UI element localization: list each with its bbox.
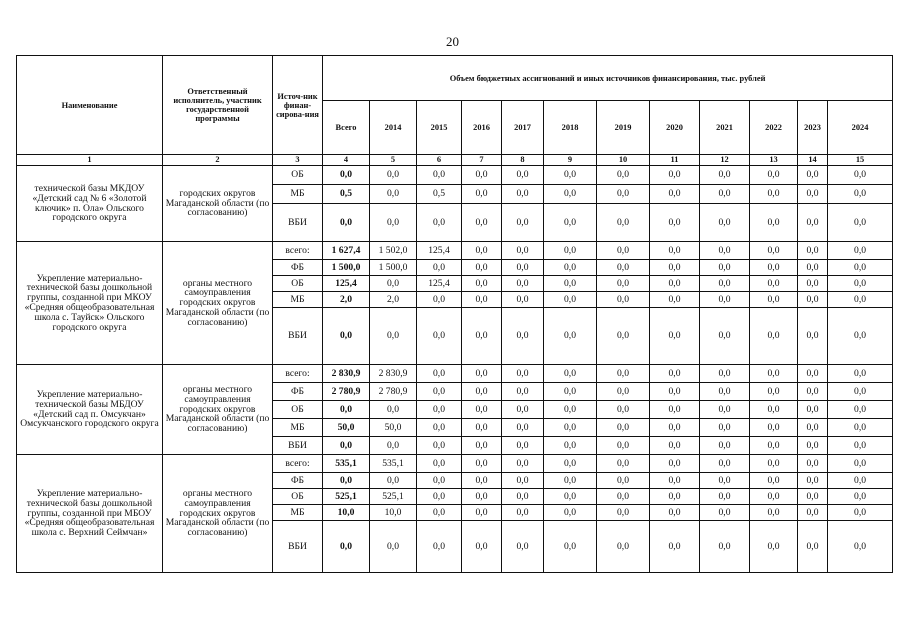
total-value-cell: 1 627,4 bbox=[323, 242, 370, 260]
year-value-cell: 0,0 bbox=[502, 365, 544, 383]
header-year: 2022 bbox=[750, 101, 798, 155]
year-value-cell: 0,0 bbox=[370, 185, 417, 204]
year-value-cell: 0,0 bbox=[544, 276, 597, 292]
column-number: 5 bbox=[370, 155, 417, 166]
year-value-cell: 0,0 bbox=[828, 365, 893, 383]
responsible-executor: органы местного самоуправления городских округов Магаданской области (по согласованию) bbox=[163, 455, 273, 573]
year-value-cell: 0,0 bbox=[502, 166, 544, 185]
year-value-cell: 0,0 bbox=[462, 437, 502, 455]
year-value-cell: 0,0 bbox=[828, 185, 893, 204]
year-value-cell: 0,0 bbox=[798, 505, 828, 521]
header-year: 2021 bbox=[700, 101, 750, 155]
year-value-cell: 0,0 bbox=[544, 292, 597, 308]
responsible-executor: органы местного самоуправления городских округов Магаданской области (по согласованию) bbox=[163, 242, 273, 365]
year-value-cell: 0,0 bbox=[700, 383, 750, 401]
year-value-cell: 1 500,0 bbox=[370, 260, 417, 276]
year-value-cell: 125,4 bbox=[417, 276, 462, 292]
item-name: технической базы МКДОУ «Детский сад № 6 «Золотой ключик» п. Ола» Ольского городского округа bbox=[17, 166, 163, 242]
column-number: 2 bbox=[163, 155, 273, 166]
year-value-cell: 0,0 bbox=[828, 260, 893, 276]
year-value-cell: 0,0 bbox=[650, 521, 700, 573]
year-value-cell: 0,0 bbox=[417, 489, 462, 505]
page-number: 20 bbox=[446, 34, 459, 49]
column-number: 9 bbox=[544, 155, 597, 166]
year-value-cell: 0,0 bbox=[750, 242, 798, 260]
year-value-cell: 0,0 bbox=[417, 383, 462, 401]
year-value-cell: 0,0 bbox=[750, 473, 798, 489]
year-value-cell: 0,0 bbox=[502, 489, 544, 505]
year-value-cell: 2 780,9 bbox=[370, 383, 417, 401]
year-value-cell: 0,0 bbox=[650, 242, 700, 260]
year-value-cell: 0,0 bbox=[828, 473, 893, 489]
header-responsible: Ответственный исполнитель, участник государственной программы bbox=[163, 56, 273, 155]
year-value-cell: 0,0 bbox=[502, 242, 544, 260]
year-value-cell: 0,0 bbox=[502, 260, 544, 276]
year-value-cell: 0,0 bbox=[650, 489, 700, 505]
column-numbers-row bbox=[17, 155, 893, 166]
year-value-cell: 0,0 bbox=[597, 437, 650, 455]
year-value-cell: 125,4 bbox=[417, 242, 462, 260]
year-value-cell: 0,0 bbox=[462, 204, 502, 242]
year-value-cell: 0,0 bbox=[417, 204, 462, 242]
year-value-cell: 0,0 bbox=[417, 166, 462, 185]
year-value-cell: 0,0 bbox=[700, 276, 750, 292]
year-value-cell: 0,0 bbox=[828, 383, 893, 401]
year-value-cell: 535,1 bbox=[370, 455, 417, 473]
year-value-cell: 0,0 bbox=[597, 365, 650, 383]
year-value-cell: 0,0 bbox=[502, 455, 544, 473]
year-value-cell: 0,0 bbox=[798, 276, 828, 292]
year-value-cell: 0,0 bbox=[798, 401, 828, 419]
year-value-cell: 2,0 bbox=[370, 292, 417, 308]
year-value-cell: 0,0 bbox=[650, 166, 700, 185]
year-value-cell: 0,0 bbox=[750, 166, 798, 185]
year-value-cell: 0,0 bbox=[798, 489, 828, 505]
year-value-cell: 0,0 bbox=[597, 166, 650, 185]
total-value-cell: 2 780,9 bbox=[323, 383, 370, 401]
total-value-cell: 10,0 bbox=[323, 505, 370, 521]
table-row bbox=[17, 455, 893, 473]
year-value-cell: 0,0 bbox=[700, 401, 750, 419]
year-value-cell: 0,0 bbox=[544, 166, 597, 185]
table-row bbox=[17, 166, 893, 185]
year-value-cell: 0,0 bbox=[828, 292, 893, 308]
year-value-cell: 0,0 bbox=[798, 260, 828, 276]
table-body bbox=[17, 166, 893, 573]
funding-source: ОБ bbox=[273, 401, 323, 419]
year-value-cell: 0,0 bbox=[544, 473, 597, 489]
responsible-executor: органы местного самоуправления городских округов Магаданской области (по согласованию) bbox=[163, 365, 273, 455]
year-value-cell: 0,0 bbox=[462, 419, 502, 437]
year-value-cell: 0,5 bbox=[417, 185, 462, 204]
year-value-cell: 0,0 bbox=[462, 383, 502, 401]
year-value-cell: 0,0 bbox=[700, 308, 750, 365]
header-year: 2020 bbox=[650, 101, 700, 155]
year-value-cell: 0,0 bbox=[650, 185, 700, 204]
column-number: 7 bbox=[462, 155, 502, 166]
year-value-cell: 0,0 bbox=[462, 473, 502, 489]
column-number: 12 bbox=[700, 155, 750, 166]
year-value-cell: 0,0 bbox=[462, 401, 502, 419]
column-number: 6 bbox=[417, 155, 462, 166]
year-value-cell: 0,0 bbox=[650, 401, 700, 419]
funding-source: ВБИ bbox=[273, 308, 323, 365]
year-value-cell: 0,0 bbox=[417, 260, 462, 276]
year-value-cell: 0,0 bbox=[597, 260, 650, 276]
total-value-cell: 2 830,9 bbox=[323, 365, 370, 383]
column-number: 14 bbox=[798, 155, 828, 166]
year-value-cell: 0,0 bbox=[798, 473, 828, 489]
year-value-cell: 0,0 bbox=[650, 308, 700, 365]
year-value-cell: 0,0 bbox=[750, 365, 798, 383]
year-value-cell: 0,0 bbox=[828, 401, 893, 419]
year-value-cell: 1 502,0 bbox=[370, 242, 417, 260]
year-value-cell: 0,0 bbox=[828, 308, 893, 365]
year-value-cell: 0,0 bbox=[502, 521, 544, 573]
header-year: 2019 bbox=[597, 101, 650, 155]
year-value-cell: 0,0 bbox=[828, 521, 893, 573]
year-value-cell: 0,0 bbox=[828, 489, 893, 505]
column-number: 4 bbox=[323, 155, 370, 166]
year-value-cell: 0,0 bbox=[544, 260, 597, 276]
year-value-cell: 0,0 bbox=[370, 521, 417, 573]
year-value-cell: 0,0 bbox=[462, 489, 502, 505]
year-value-cell: 0,0 bbox=[544, 185, 597, 204]
total-value-cell: 0,0 bbox=[323, 204, 370, 242]
year-value-cell: 0,0 bbox=[650, 455, 700, 473]
year-value-cell: 0,0 bbox=[502, 308, 544, 365]
year-value-cell: 0,0 bbox=[502, 185, 544, 204]
year-value-cell: 0,0 bbox=[502, 401, 544, 419]
year-value-cell: 0,0 bbox=[798, 292, 828, 308]
year-value-cell: 0,0 bbox=[700, 489, 750, 505]
item-name: Укрепление материально-технической базы дошкольной группы, созданной при МБОУ «Средняя общеобразовательная школа с. Верхний Сеймчан» bbox=[17, 455, 163, 573]
year-value-cell: 0,0 bbox=[700, 185, 750, 204]
funding-source: ВБИ bbox=[273, 521, 323, 573]
year-value-cell: 0,0 bbox=[597, 455, 650, 473]
year-value-cell: 0,0 bbox=[798, 242, 828, 260]
funding-source: ВБИ bbox=[273, 204, 323, 242]
year-value-cell: 0,0 bbox=[798, 437, 828, 455]
year-value-cell: 0,0 bbox=[370, 276, 417, 292]
total-value-cell: 525,1 bbox=[323, 489, 370, 505]
year-value-cell: 0,0 bbox=[700, 521, 750, 573]
funding-source: ФБ bbox=[273, 383, 323, 401]
column-number: 10 bbox=[597, 155, 650, 166]
year-value-cell: 0,0 bbox=[798, 365, 828, 383]
year-value-cell: 0,0 bbox=[700, 292, 750, 308]
year-value-cell: 0,0 bbox=[417, 401, 462, 419]
funding-source: ВБИ bbox=[273, 437, 323, 455]
year-value-cell: 0,0 bbox=[597, 308, 650, 365]
year-value-cell: 0,0 bbox=[650, 383, 700, 401]
funding-source: МБ bbox=[273, 185, 323, 204]
year-value-cell: 0,0 bbox=[828, 166, 893, 185]
year-value-cell: 0,0 bbox=[544, 365, 597, 383]
year-value-cell: 0,0 bbox=[597, 185, 650, 204]
year-value-cell: 0,0 bbox=[750, 419, 798, 437]
funding-source: МБ bbox=[273, 419, 323, 437]
funding-source: ОБ bbox=[273, 489, 323, 505]
funding-source: ФБ bbox=[273, 260, 323, 276]
header-volume: Объем бюджетных ассигнований и иных источников финансирования, тыс. рублей bbox=[323, 56, 893, 101]
year-value-cell: 0,0 bbox=[750, 276, 798, 292]
year-value-cell: 0,0 bbox=[650, 276, 700, 292]
year-value-cell: 0,0 bbox=[417, 505, 462, 521]
column-number: 13 bbox=[750, 155, 798, 166]
year-value-cell: 0,0 bbox=[650, 419, 700, 437]
year-value-cell: 0,0 bbox=[750, 489, 798, 505]
column-number: 3 bbox=[273, 155, 323, 166]
year-value-cell: 0,0 bbox=[700, 242, 750, 260]
total-value-cell: 0,0 bbox=[323, 437, 370, 455]
total-value-cell: 125,4 bbox=[323, 276, 370, 292]
year-value-cell: 0,0 bbox=[828, 204, 893, 242]
funding-source: ОБ bbox=[273, 166, 323, 185]
funding-source: ОБ bbox=[273, 276, 323, 292]
item-name: Укрепление материально-технической базы дошкольной группы, созданной при МКОУ «Средняя общеобразовательная школа с. Тауйск» Ольского городского округа bbox=[17, 242, 163, 365]
year-value-cell: 0,0 bbox=[370, 166, 417, 185]
table-row bbox=[17, 365, 893, 383]
year-value-cell: 0,0 bbox=[750, 505, 798, 521]
year-value-cell: 0,0 bbox=[370, 437, 417, 455]
year-value-cell: 0,0 bbox=[798, 204, 828, 242]
year-value-cell: 0,0 bbox=[462, 260, 502, 276]
year-value-cell: 0,0 bbox=[417, 437, 462, 455]
year-value-cell: 0,0 bbox=[597, 383, 650, 401]
year-value-cell: 0,0 bbox=[417, 473, 462, 489]
header-total: Всего bbox=[323, 101, 370, 155]
year-value-cell: 0,0 bbox=[700, 505, 750, 521]
year-value-cell: 0,0 bbox=[798, 419, 828, 437]
year-value-cell: 0,0 bbox=[798, 308, 828, 365]
year-value-cell: 0,0 bbox=[462, 166, 502, 185]
year-value-cell: 0,0 bbox=[502, 276, 544, 292]
year-value-cell: 0,0 bbox=[798, 185, 828, 204]
year-value-cell: 0,0 bbox=[417, 455, 462, 473]
year-value-cell: 0,0 bbox=[502, 292, 544, 308]
total-value-cell: 0,0 bbox=[323, 401, 370, 419]
year-value-cell: 0,0 bbox=[798, 521, 828, 573]
item-name: Укрепление материально-технической базы МБДОУ «Детский сад п. Омсукчан» Омсукчанского городского округа bbox=[17, 365, 163, 455]
year-value-cell: 0,0 bbox=[798, 455, 828, 473]
year-value-cell: 0,0 bbox=[828, 419, 893, 437]
year-value-cell: 0,0 bbox=[544, 419, 597, 437]
year-value-cell: 0,0 bbox=[417, 419, 462, 437]
header-source: Источ-ник финан-сирова-ния bbox=[273, 56, 323, 155]
year-value-cell: 0,0 bbox=[700, 437, 750, 455]
year-value-cell: 0,0 bbox=[750, 204, 798, 242]
year-value-cell: 0,0 bbox=[417, 292, 462, 308]
year-value-cell: 0,0 bbox=[544, 204, 597, 242]
total-value-cell: 2,0 bbox=[323, 292, 370, 308]
year-value-cell: 0,0 bbox=[828, 242, 893, 260]
year-value-cell: 0,0 bbox=[750, 383, 798, 401]
year-value-cell: 0,0 bbox=[650, 260, 700, 276]
year-value-cell: 0,0 bbox=[650, 292, 700, 308]
year-value-cell: 0,0 bbox=[544, 489, 597, 505]
year-value-cell: 0,0 bbox=[597, 401, 650, 419]
year-value-cell: 0,0 bbox=[544, 455, 597, 473]
year-value-cell: 0,0 bbox=[502, 473, 544, 489]
year-value-cell: 0,0 bbox=[370, 308, 417, 365]
column-number: 15 bbox=[828, 155, 893, 166]
total-value-cell: 0,0 bbox=[323, 166, 370, 185]
year-value-cell: 0,0 bbox=[597, 204, 650, 242]
year-value-cell: 0,0 bbox=[370, 401, 417, 419]
year-value-cell: 0,0 bbox=[417, 308, 462, 365]
year-value-cell: 0,0 bbox=[750, 437, 798, 455]
year-value-cell: 0,0 bbox=[597, 419, 650, 437]
total-value-cell: 0,0 bbox=[323, 308, 370, 365]
year-value-cell: 0,0 bbox=[828, 505, 893, 521]
year-value-cell: 0,0 bbox=[650, 365, 700, 383]
year-value-cell: 0,0 bbox=[417, 365, 462, 383]
year-value-cell: 0,0 bbox=[462, 185, 502, 204]
year-value-cell: 50,0 bbox=[370, 419, 417, 437]
column-number: 11 bbox=[650, 155, 700, 166]
year-value-cell: 0,0 bbox=[462, 276, 502, 292]
year-value-cell: 0,0 bbox=[700, 166, 750, 185]
total-value-cell: 0,5 bbox=[323, 185, 370, 204]
total-value-cell: 0,0 bbox=[323, 521, 370, 573]
year-value-cell: 0,0 bbox=[502, 204, 544, 242]
year-value-cell: 0,0 bbox=[502, 505, 544, 521]
year-value-cell: 0,0 bbox=[544, 383, 597, 401]
year-value-cell: 0,0 bbox=[750, 260, 798, 276]
year-value-cell: 0,0 bbox=[544, 242, 597, 260]
total-value-cell: 1 500,0 bbox=[323, 260, 370, 276]
year-value-cell: 0,0 bbox=[417, 521, 462, 573]
year-value-cell: 0,0 bbox=[828, 276, 893, 292]
funding-source: МБ bbox=[273, 292, 323, 308]
year-value-cell: 0,0 bbox=[544, 437, 597, 455]
funding-source: всего: bbox=[273, 242, 323, 260]
year-value-cell: 0,0 bbox=[750, 308, 798, 365]
table-header bbox=[17, 56, 893, 166]
year-value-cell: 0,0 bbox=[750, 521, 798, 573]
year-value-cell: 0,0 bbox=[462, 455, 502, 473]
funding-source: МБ bbox=[273, 505, 323, 521]
year-value-cell: 0,0 bbox=[650, 437, 700, 455]
total-value-cell: 535,1 bbox=[323, 455, 370, 473]
year-value-cell: 0,0 bbox=[370, 473, 417, 489]
year-value-cell: 0,0 bbox=[597, 292, 650, 308]
year-value-cell: 0,0 bbox=[798, 383, 828, 401]
year-value-cell: 0,0 bbox=[750, 455, 798, 473]
year-value-cell: 0,0 bbox=[597, 505, 650, 521]
year-value-cell: 0,0 bbox=[700, 260, 750, 276]
year-value-cell: 0,0 bbox=[828, 455, 893, 473]
year-value-cell: 0,0 bbox=[544, 505, 597, 521]
year-value-cell: 0,0 bbox=[544, 401, 597, 419]
year-value-cell: 0,0 bbox=[750, 401, 798, 419]
responsible-executor: городских округов Магаданской области (по согласованию) bbox=[163, 166, 273, 242]
header-year: 2017 bbox=[502, 101, 544, 155]
total-value-cell: 0,0 bbox=[323, 473, 370, 489]
year-value-cell: 0,0 bbox=[700, 204, 750, 242]
total-value-cell: 50,0 bbox=[323, 419, 370, 437]
year-value-cell: 0,0 bbox=[650, 204, 700, 242]
year-value-cell: 0,0 bbox=[462, 365, 502, 383]
funding-source: всего: bbox=[273, 365, 323, 383]
year-value-cell: 0,0 bbox=[700, 455, 750, 473]
header-year: 2016 bbox=[462, 101, 502, 155]
header-year: 2024 bbox=[828, 101, 893, 155]
funding-source: всего: bbox=[273, 455, 323, 473]
header-year: 2018 bbox=[544, 101, 597, 155]
year-value-cell: 0,0 bbox=[798, 166, 828, 185]
year-value-cell: 0,0 bbox=[597, 473, 650, 489]
year-value-cell: 0,0 bbox=[597, 489, 650, 505]
year-value-cell: 0,0 bbox=[370, 204, 417, 242]
year-value-cell: 0,0 bbox=[700, 419, 750, 437]
year-value-cell: 0,0 bbox=[502, 437, 544, 455]
year-value-cell: 0,0 bbox=[544, 308, 597, 365]
year-value-cell: 0,0 bbox=[750, 292, 798, 308]
funding-source: ФБ bbox=[273, 473, 323, 489]
year-value-cell: 0,0 bbox=[462, 308, 502, 365]
year-value-cell: 0,0 bbox=[462, 292, 502, 308]
table-row bbox=[17, 242, 893, 260]
year-value-cell: 2 830,9 bbox=[370, 365, 417, 383]
column-number: 8 bbox=[502, 155, 544, 166]
year-value-cell: 0,0 bbox=[462, 521, 502, 573]
header-year: 2015 bbox=[417, 101, 462, 155]
year-value-cell: 0,0 bbox=[597, 242, 650, 260]
header-year: 2023 bbox=[798, 101, 828, 155]
budget-table bbox=[16, 55, 893, 573]
year-value-cell: 525,1 bbox=[370, 489, 417, 505]
year-value-cell: 0,0 bbox=[502, 383, 544, 401]
year-value-cell: 0,0 bbox=[597, 521, 650, 573]
year-value-cell: 0,0 bbox=[597, 276, 650, 292]
header-year: 2014 bbox=[370, 101, 417, 155]
year-value-cell: 0,0 bbox=[462, 505, 502, 521]
year-value-cell: 0,0 bbox=[650, 473, 700, 489]
year-value-cell: 0,0 bbox=[700, 473, 750, 489]
year-value-cell: 0,0 bbox=[750, 185, 798, 204]
header-name: Наименование bbox=[17, 56, 163, 155]
year-value-cell: 0,0 bbox=[700, 365, 750, 383]
year-value-cell: 0,0 bbox=[502, 419, 544, 437]
year-value-cell: 0,0 bbox=[650, 505, 700, 521]
year-value-cell: 0,0 bbox=[544, 521, 597, 573]
year-value-cell: 0,0 bbox=[462, 242, 502, 260]
year-value-cell: 0,0 bbox=[828, 437, 893, 455]
column-number: 1 bbox=[17, 155, 163, 166]
year-value-cell: 10,0 bbox=[370, 505, 417, 521]
